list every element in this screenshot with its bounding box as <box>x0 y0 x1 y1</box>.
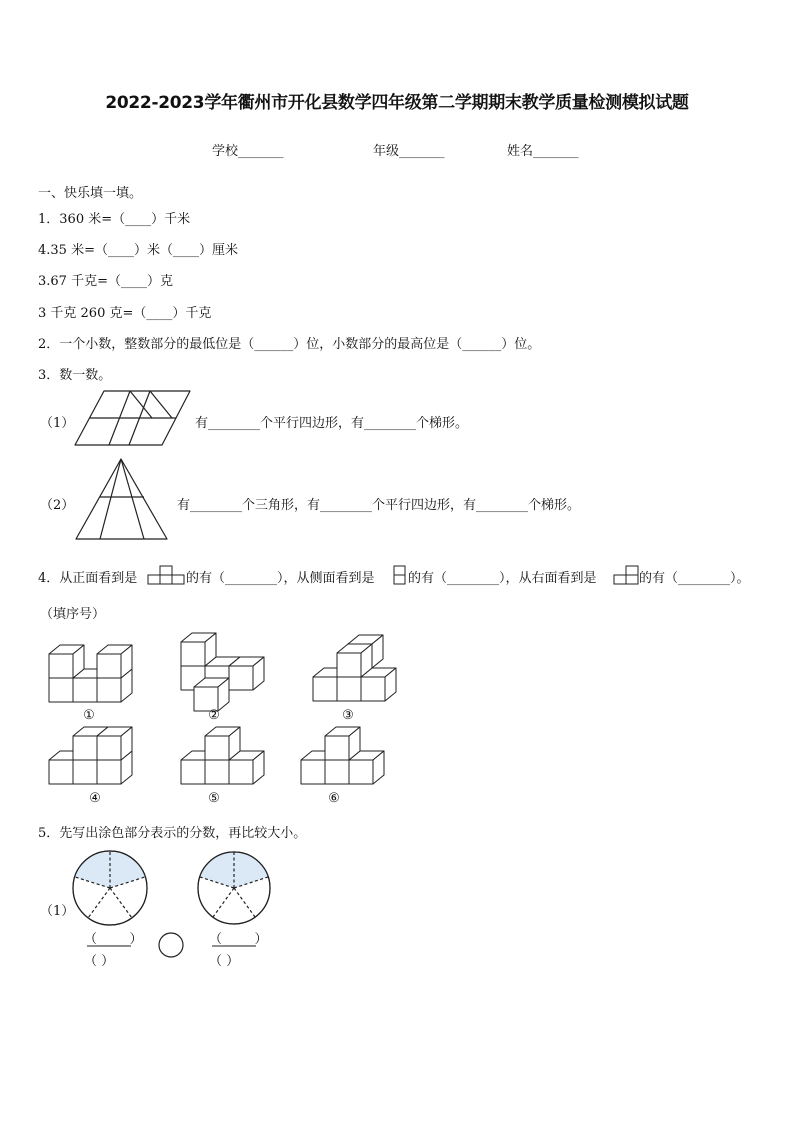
q4-part2: 的有（________），从侧面看到是 <box>186 571 375 586</box>
q4-part1: 4．从正面看到是 <box>38 571 138 586</box>
q5-heading: 5．先写出涂色部分表示的分数，再比较大小。 <box>38 826 307 841</box>
name-field[interactable]: 姓名_______ <box>507 144 579 159</box>
circle-left <box>73 851 147 925</box>
school-field[interactable]: 学校_______ <box>212 144 284 159</box>
q1-line1: 1．360 米=（____）千米 <box>38 212 191 227</box>
q2-text: 2．一个小数，整数部分的最低位是（______）位，小数部分的最高位是（______）位。 <box>38 337 541 352</box>
q3-part2-label: （2） <box>40 498 75 513</box>
q3-part1-label: （1） <box>40 416 75 431</box>
grade-field[interactable]: 年级_______ <box>373 144 445 159</box>
q4-part4: 的有（________）。 <box>639 571 750 586</box>
q1-line3: 3.67 千克=（____）克 <box>38 274 173 289</box>
figure-label-3: ③ <box>342 708 354 723</box>
figure-label-4: ④ <box>89 791 101 806</box>
circle-right <box>198 852 270 924</box>
compare-circle <box>159 933 183 957</box>
figure-label-2: ② <box>208 708 220 723</box>
q3-part1-text: 有________个平行四边形，有________个梯形。 <box>195 416 469 431</box>
left-fraction-denominator[interactable]: （ ） <box>84 954 115 969</box>
left-fraction-numerator[interactable]: （_____） <box>84 932 143 947</box>
q3-part2-text: 有________个三角形，有________个平行四边形，有________个梯形。 <box>177 498 581 513</box>
q5-part1-label: （1） <box>40 904 75 919</box>
q1-line2: 4.35 米=（____）米（____）厘米 <box>38 243 238 258</box>
figure-label-5: ⑤ <box>208 791 220 806</box>
right-fraction-numerator[interactable]: （_____） <box>209 932 268 947</box>
figure-label-6: ⑥ <box>328 791 340 806</box>
section-heading: 一、快乐填一填。 <box>38 186 143 201</box>
page-title: 2022-2023学年衢州市开化县数学四年级第二学期期末教学质量检测模拟试题 <box>105 93 689 113</box>
q3-heading: 3．数一数。 <box>38 368 112 383</box>
q1-line4: 3 千克 260 克=（____）千克 <box>38 306 212 321</box>
right-fraction-denominator[interactable]: （ ） <box>209 954 240 969</box>
q4-part3: 的有（________），从右面看到是 <box>408 571 597 586</box>
figure-label-1: ① <box>83 708 95 723</box>
q4-note: （填序号） <box>40 607 106 622</box>
